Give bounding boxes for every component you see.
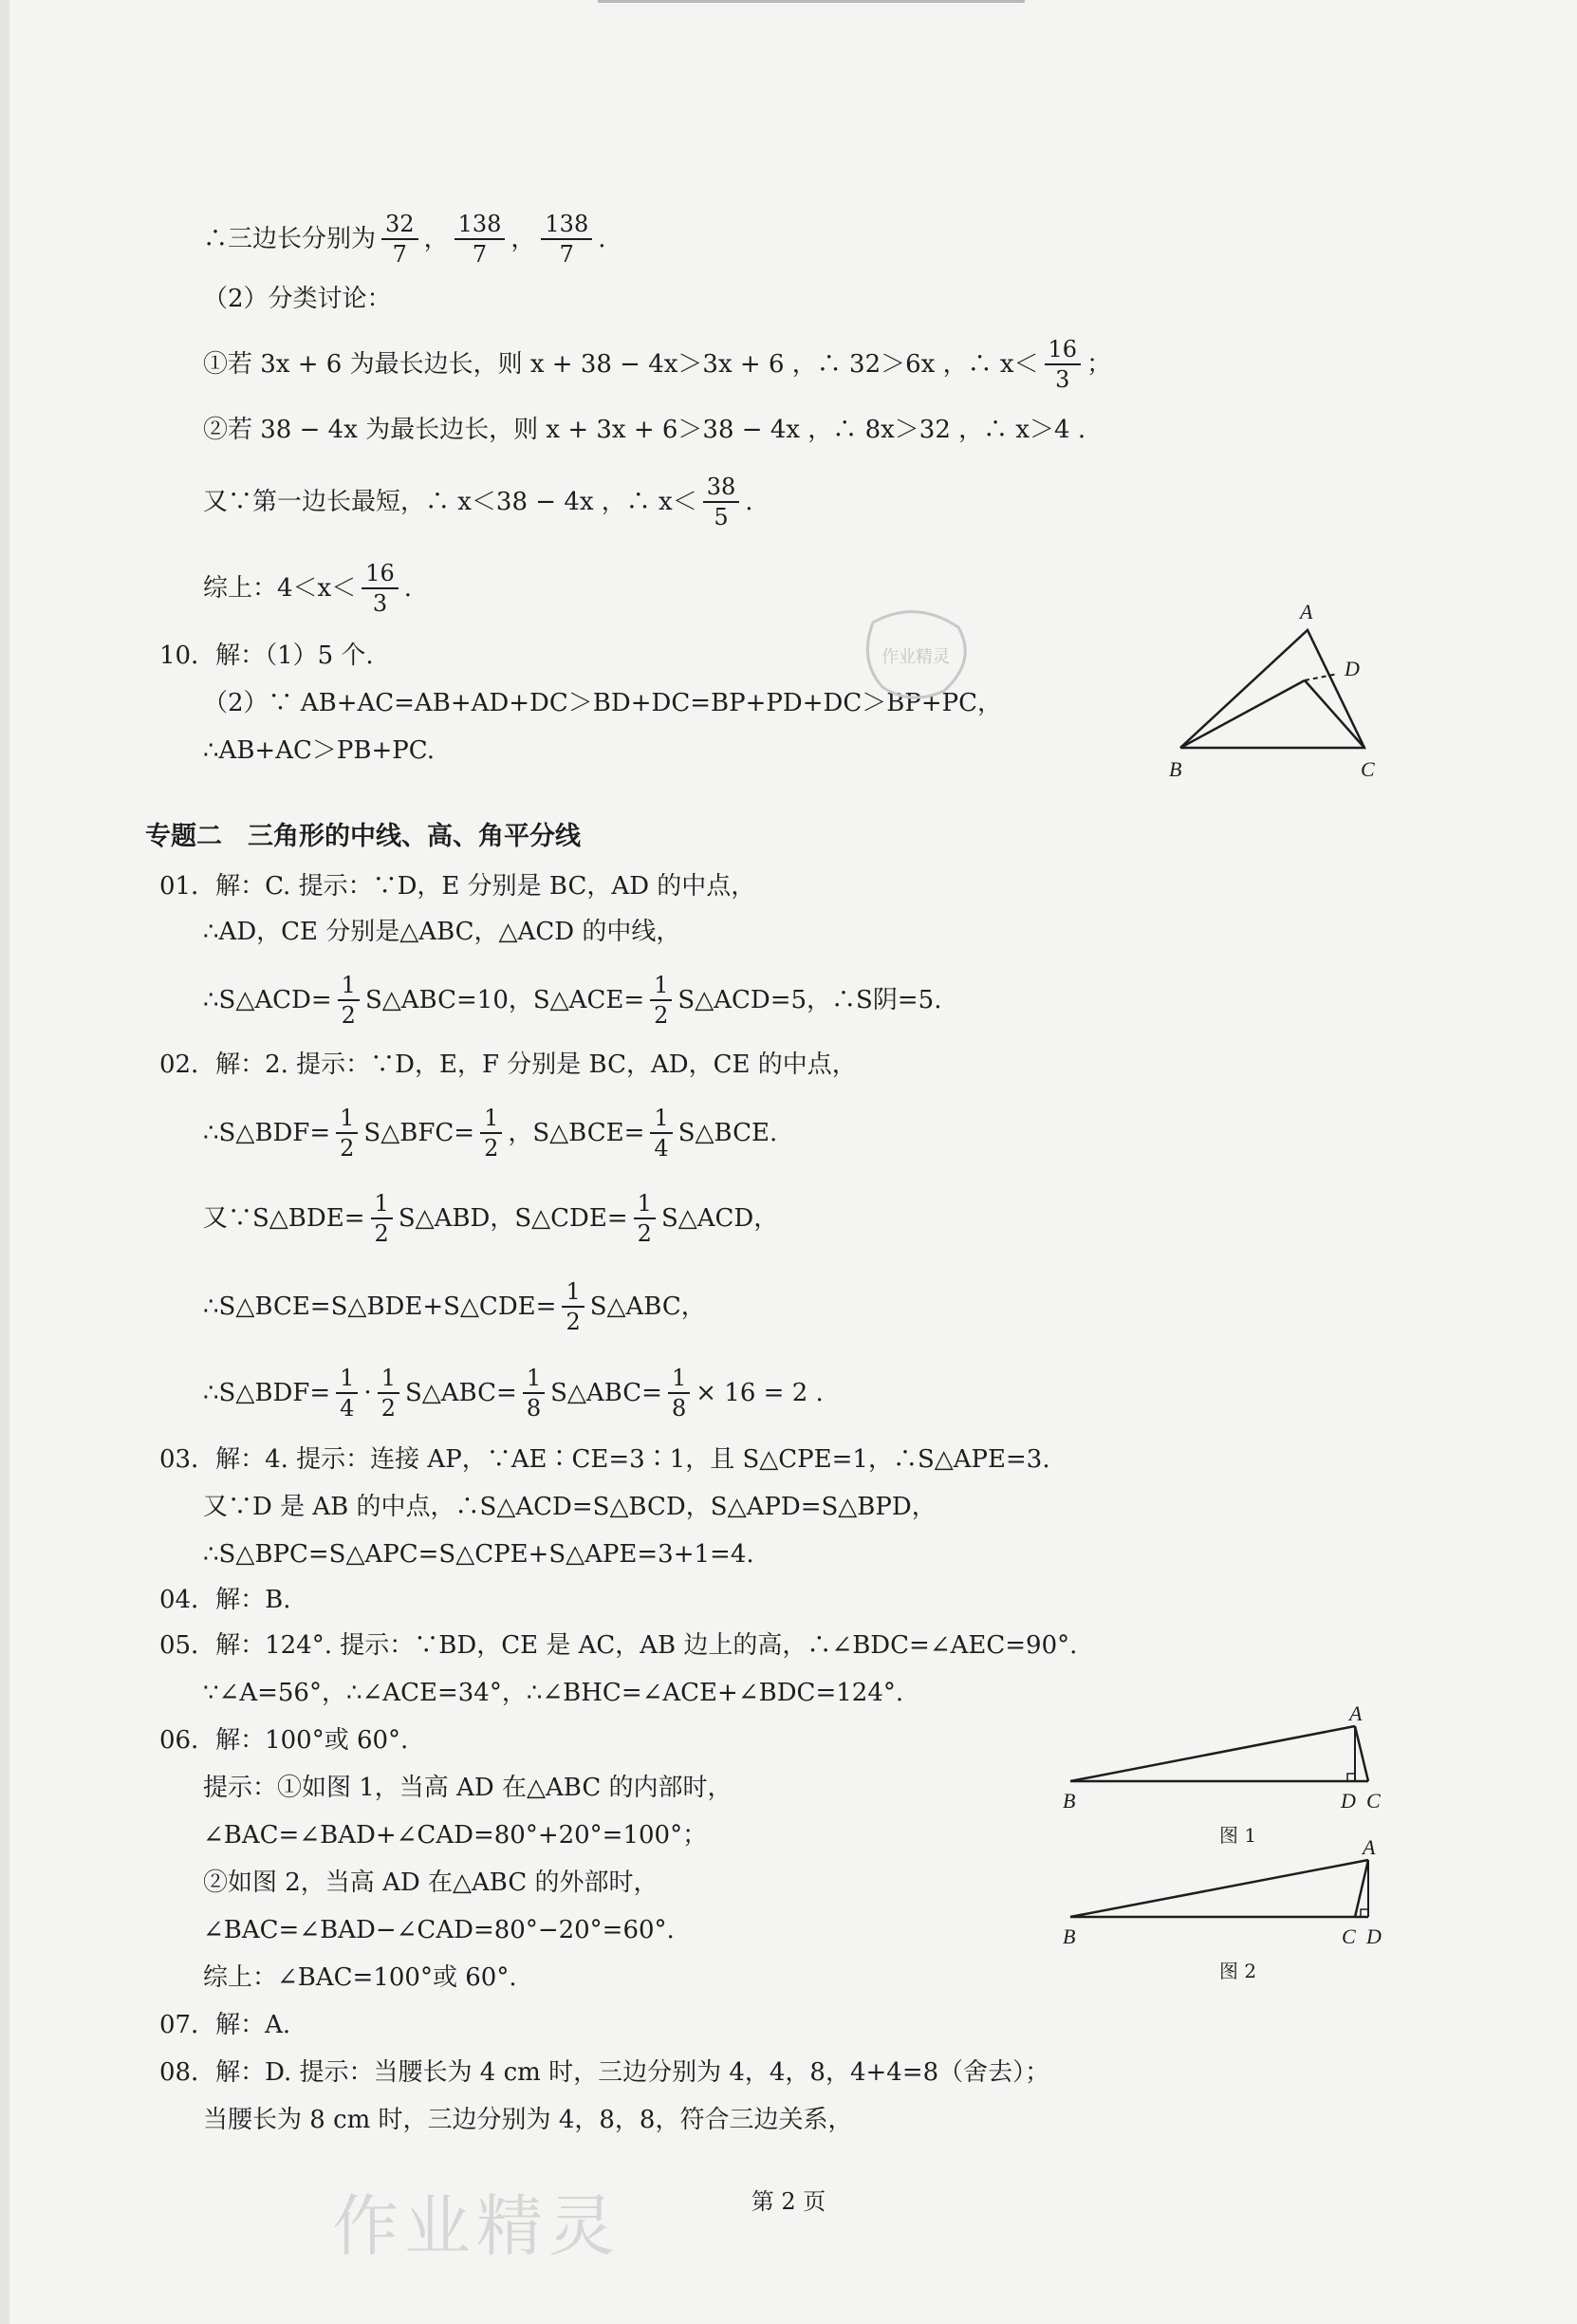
figure-2 (1053, 1839, 1414, 1981)
answer-line: ∠BAC=∠BAD+∠CAD=80°+20°=100°； (203, 1821, 708, 1850)
label-c: C (1366, 1789, 1381, 1813)
answer-line: ∴S△BDF= $\frac{1}{4}$ · $\frac{1}{2}$ S△ABC= $\frac{1}{8}$ S△ABC= $\frac{1}{8}$ × 16 = 2 . (203, 1365, 824, 1422)
segment-ac (1355, 1726, 1368, 1781)
answer-line: ∴三边长分别为 $\frac{32}{7}$ ， $\frac{138}{7}$ ， $\frac{138}{7}$ . (203, 211, 606, 268)
answer-line: ∴AD，CE 分别是△ABC，△ACD 的中线， (203, 918, 681, 946)
triangle-figure (1158, 588, 1404, 788)
answer-line: ∴S△ACD= $\frac{1}{2}$ S△ABC=10，S△ACE= $\frac{1}{2}$ S△ACD=5，∴S阴=5. (203, 972, 942, 1029)
label-a: A (1300, 600, 1313, 623)
label-b: B (1169, 757, 1182, 781)
watermark-text: 作业精灵 (332, 2187, 621, 2265)
fraction: $\frac{1}{2}$ (336, 1104, 358, 1162)
answer-line: ①若 3x + 6 为最长边长，则 x + 38 − 4x＞3x + 6 ，∴ 32＞6x ，∴ x＜ $\frac{16}{3}$ ； (203, 336, 1112, 393)
figure-1 (1053, 1703, 1414, 1846)
answer-line: ∴AB+AC＞PB+PC. (203, 736, 435, 765)
fraction: $\frac{16}{3}$ (362, 559, 399, 618)
segment-ab (1070, 1860, 1368, 1917)
answer-line: 10．解：（1）5 个. (159, 641, 374, 670)
answer-line: 06．解：100°或 60°. (159, 1726, 409, 1755)
fraction: $\frac{1}{2}$ (371, 1189, 393, 1248)
label-b: B (1063, 1924, 1076, 1948)
fraction: $\frac{138}{7}$ (541, 210, 592, 269)
watermark-stamp-text: 作业精灵 (881, 647, 950, 667)
answer-line: 03．解：4. 提示：连接 AP，∵AE∶CE=3∶1，且 S△CPE=1，∴S△APE=3. (159, 1445, 1050, 1474)
answer-line: 07．解：A. (159, 2011, 291, 2039)
figure-caption: 图 2 (1219, 1960, 1257, 1981)
fraction: $\frac{38}{5}$ (703, 473, 740, 531)
segment-ab (1070, 1726, 1355, 1781)
answer-line: ②如图 2，当高 AD 在△ABC 的外部时， (203, 1868, 659, 1897)
scan-top-bar (598, 0, 1025, 3)
label-d: D (1341, 1789, 1356, 1813)
watermark-stamp (854, 604, 977, 708)
answer-line: ∠BAC=∠BAD−∠CAD=80°−20°=60°. (203, 1916, 675, 1944)
scan-edge (0, 0, 9, 2324)
fraction: $\frac{1}{2}$ (338, 971, 360, 1030)
answer-line: 02．解：2. 提示：∵D，E，F 分别是 BC，AD，CE 的中点， (159, 1050, 857, 1079)
answer-line: ∵∠A=56°，∴∠ACE=34°，∴∠BHC=∠ACE+∠BDC=124°. (203, 1679, 904, 1707)
label-b: B (1063, 1789, 1076, 1813)
fraction: $\frac{16}{3}$ (1045, 335, 1082, 394)
answer-line: 又∵第一边长最短，∴ x＜38 − 4x ，∴ x＜ $\frac{38}{5}$ . (203, 474, 753, 530)
fraction: $\frac{1}{2}$ (378, 1364, 399, 1422)
segment-pc (1305, 680, 1364, 748)
label-c: C (1361, 757, 1375, 781)
fraction: $\frac{1}{8}$ (523, 1364, 545, 1422)
fraction: $\frac{1}{2}$ (650, 971, 672, 1030)
fraction: $\frac{1}{2}$ (562, 1277, 584, 1336)
answer-line: 又∵D 是 AB 的中点，∴S△ACD=S△BCD，S△APD=S△BPD， (203, 1493, 937, 1521)
answer-line: （2）∵ AB+AC=AB+AD+DC＞BD+DC=BP+PD+DC＞BP+PC， (203, 689, 1003, 717)
figure-caption: 图 1 (1219, 1824, 1257, 1846)
page-number: 第 2 页 (751, 2188, 826, 2215)
answer-line: ∴S△BCE=S△BDE+S△CDE= $\frac{1}{2}$ S△ABC， (203, 1278, 706, 1335)
answer-line: ∴S△BPC=S△APC=S△CPE+S△APE=3+1=4. (203, 1540, 754, 1569)
answer-line: 08．解：D. 提示：当腰长为 4 cm 时，三边分别为 4，4，8，4+4=8（舍去）； (159, 2058, 1050, 2087)
triangle-abc (1180, 630, 1364, 748)
fraction: $\frac{1}{4}$ (336, 1364, 358, 1422)
answer-line: ∴S△BDF= $\frac{1}{2}$ S△BFC= $\frac{1}{2}$ ，S△BCE= $\frac{1}{4}$ S△BCE. (203, 1105, 778, 1162)
answer-line: 综上：4＜x＜ $\frac{16}{3}$ . (203, 560, 413, 617)
label-d: D (1366, 1924, 1382, 1948)
answer-line: （2）分类讨论： (203, 285, 392, 313)
answer-line: 01．解：C. 提示：∵D，E 分别是 BC，AD 的中点， (159, 872, 756, 901)
label-a: A (1349, 1703, 1363, 1725)
answer-line: ②若 38 − 4x 为最长边长，则 x + 3x + 6＞38 − 4x ，∴ 8x＞32 ，∴ x＞4 . (203, 416, 1086, 444)
fraction: $\frac{32}{7}$ (381, 210, 418, 269)
fraction: $\frac{1}{8}$ (668, 1364, 690, 1422)
fraction: $\frac{1}{2}$ (480, 1104, 502, 1162)
segment-pd-dashed (1305, 674, 1338, 680)
answer-line: 提示：①如图 1，当高 AD 在△ABC 的内部时， (203, 1774, 733, 1802)
answer-line: 又∵S△BDE= $\frac{1}{2}$ S△ABD，S△CDE= $\frac{1}{2}$ S△ACD， (203, 1190, 779, 1247)
label-d: D (1345, 657, 1360, 680)
fraction: $\frac{138}{7}$ (455, 210, 506, 269)
segment-ac (1355, 1860, 1368, 1917)
label-a: A (1363, 1839, 1376, 1859)
answer-line: 当腰长为 8 cm 时，三边分别为 4，8，8，符合三边关系， (203, 2106, 853, 2134)
answer-line: 综上：∠BAC=100°或 60°. (203, 1963, 517, 1992)
answer-line: 05．解：124°. 提示：∵BD，CE 是 AC，AB 边上的高，∴∠BDC=∠AEC=90°. (159, 1631, 1078, 1660)
fraction: $\frac{1}{2}$ (634, 1189, 656, 1248)
section-heading: 专题二 三角形的中线、高、角平分线 (145, 822, 581, 851)
answer-line: 04．解：B. (159, 1586, 291, 1614)
label-c: C (1342, 1924, 1356, 1948)
fraction: $\frac{1}{4}$ (650, 1104, 672, 1162)
